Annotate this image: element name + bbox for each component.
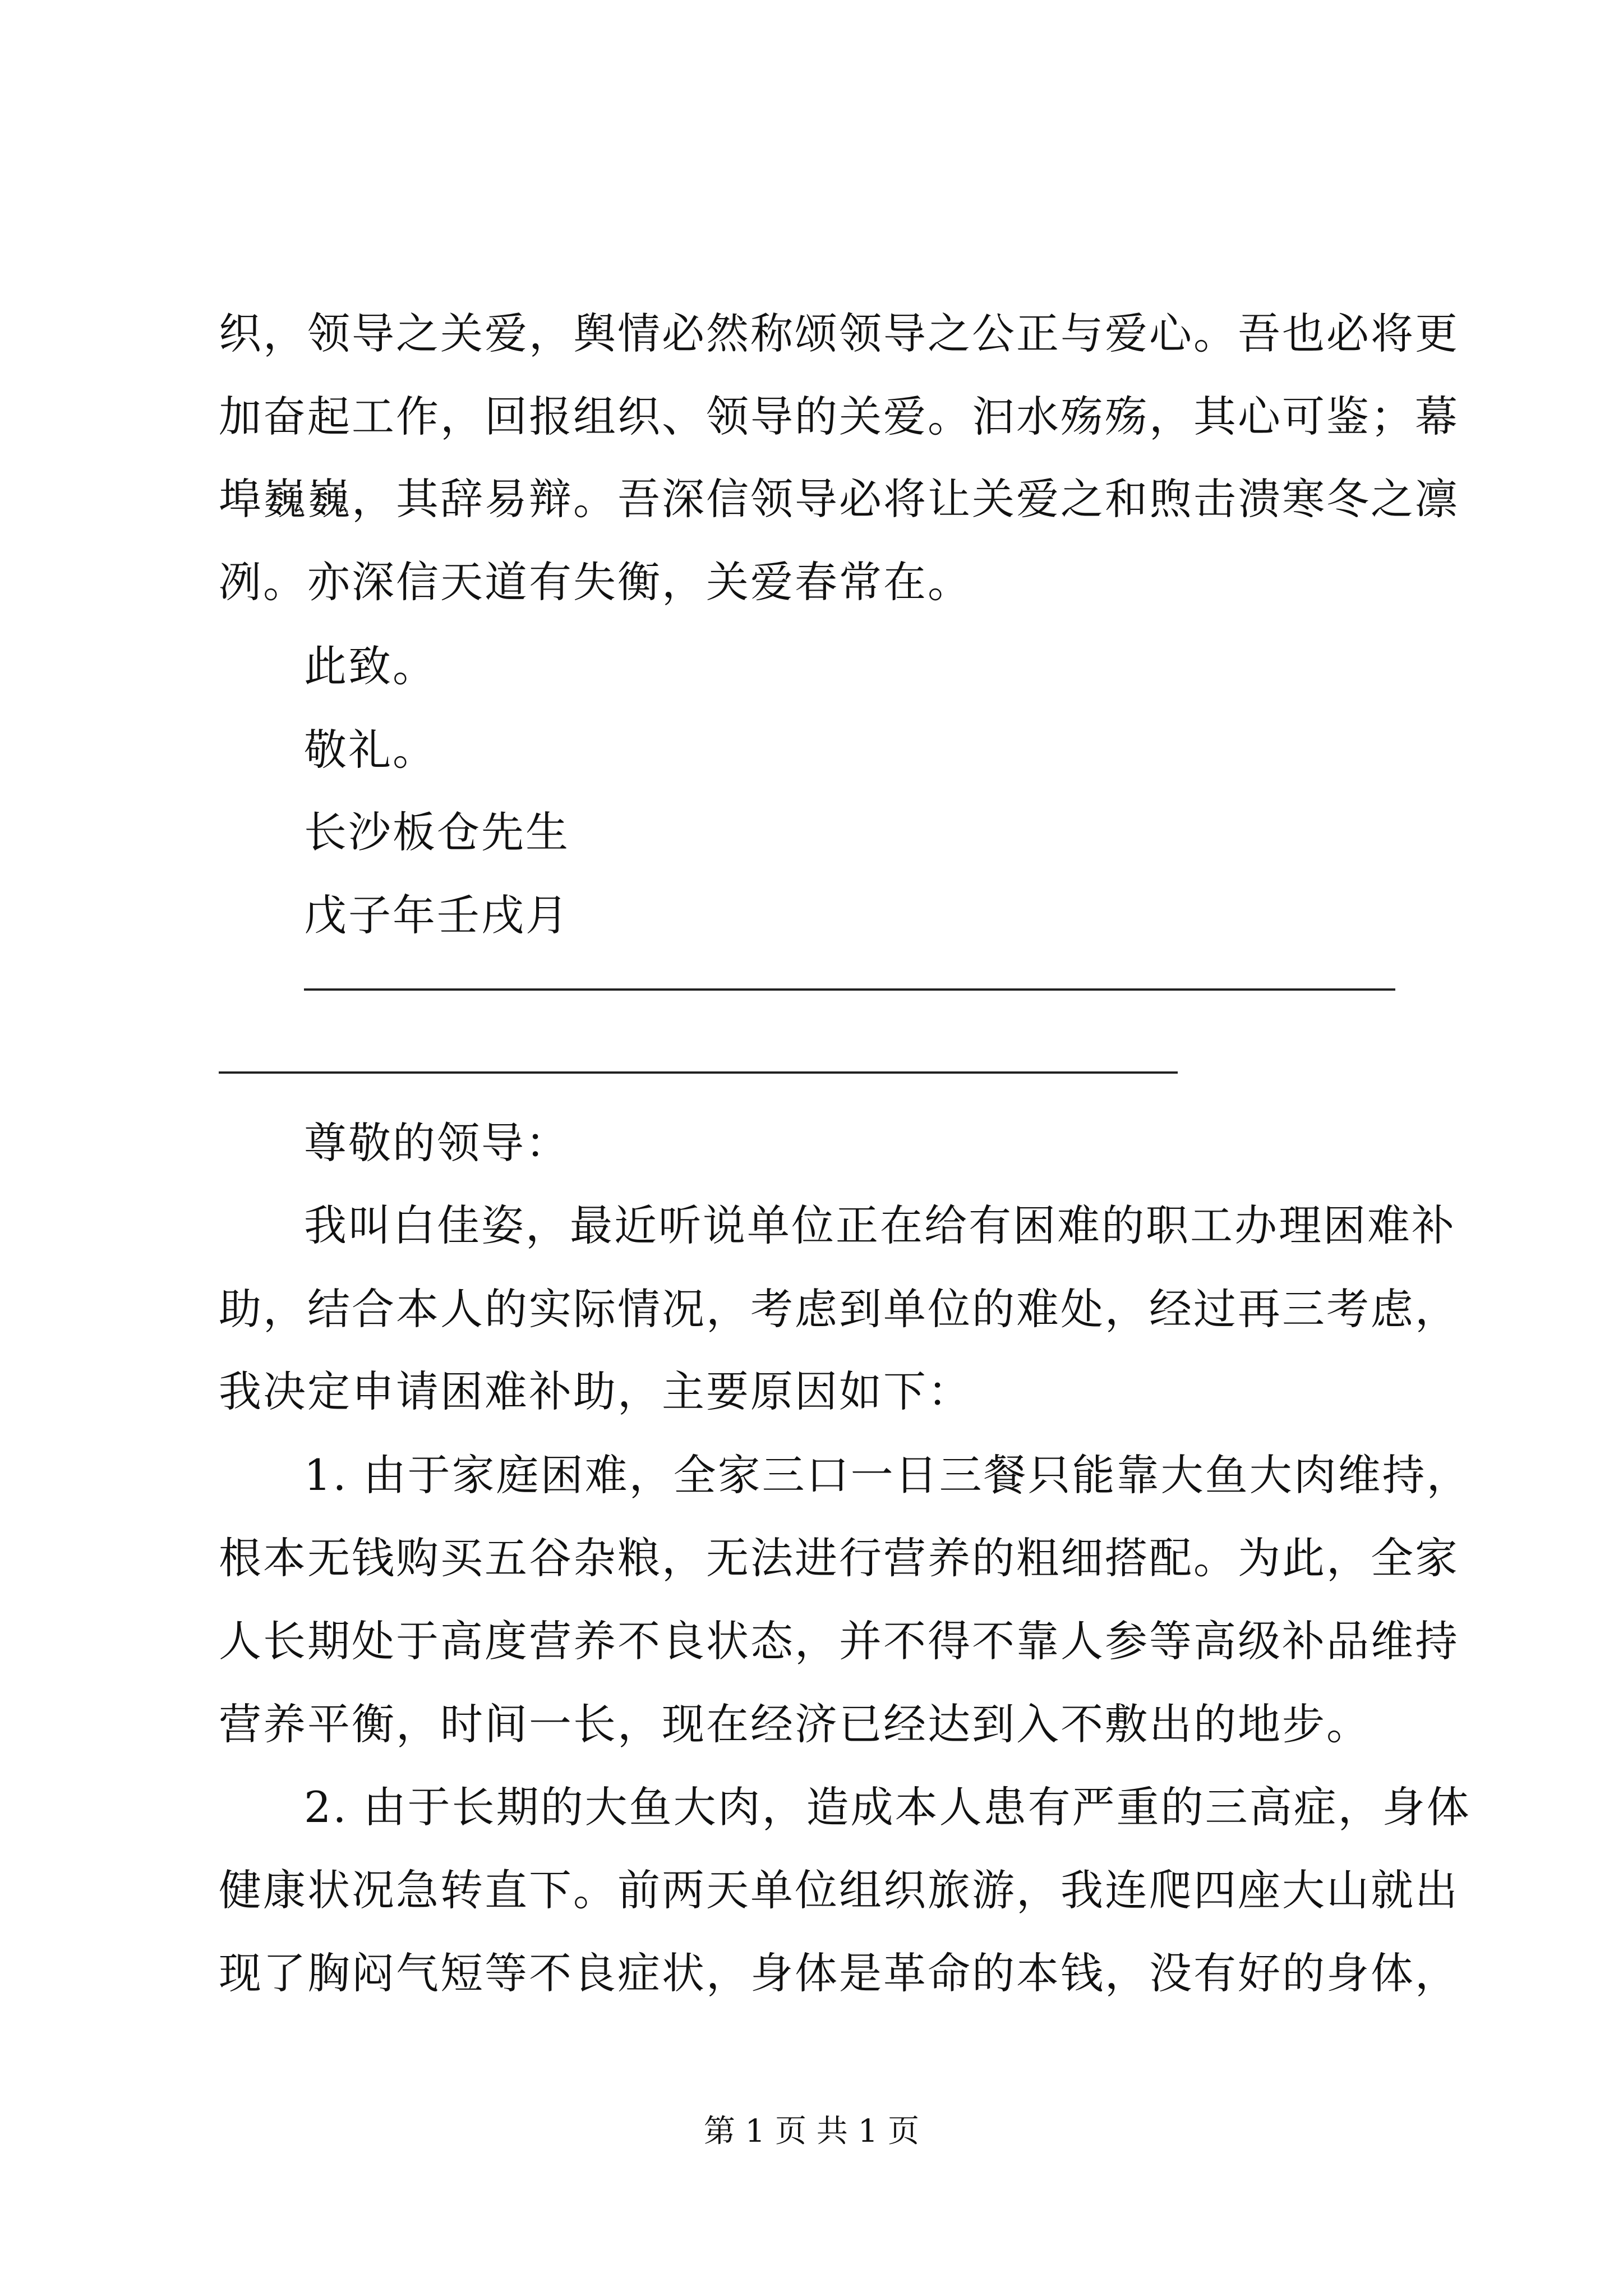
body-line-2: 加奋起工作，回报组织、领导的关爱。汩水殇殇，其心可鉴；幕 [219, 392, 1459, 441]
closing-zhici: 此致。 [304, 641, 437, 691]
para3-line-2: 健康状况急转直下。前两天单位组织旅游，我连爬四座大山就出 [219, 1865, 1459, 1915]
salutation: 尊敬的领导： [304, 1118, 570, 1168]
para3-line-3: 现了胸闷气短等不良症状，身体是革命的本钱，没有好的身体， [219, 1948, 1459, 1998]
para1-line-2: 助，结合本人的实际情况，考虑到单位的难处，经过再三考虑， [219, 1284, 1459, 1334]
closing-jingli: 敬礼。 [304, 725, 437, 775]
page-footer: 第 1 页 共 1 页 [703, 2113, 920, 2150]
body-line-1: 织，领导之关爱，舆情必然称颂领导之公正与爱心。吾也必将更 [219, 309, 1459, 358]
para2-line-3: 人长期处于高度营养不良状态，并不得不靠人参等高级补品维持 [219, 1616, 1459, 1666]
para3-line-1: 2. 由于长期的大鱼大肉，造成本人患有严重的三高症，身体 [304, 1782, 1471, 1832]
para2-line-1: 1. 由于家庭困难，全家三口一日三餐只能靠大鱼大肉维持， [304, 1450, 1471, 1500]
para1-line-3: 我决定申请困难补助，主要原因如下： [219, 1366, 972, 1416]
body-line-3: 埠巍巍，其辞易辩。吾深信领导必将让关爱之和煦击溃寒冬之凛 [219, 474, 1459, 524]
para1-line-1: 我叫白佳姿，最近听说单位正在给有困难的职工办理困难补 [304, 1200, 1456, 1250]
separator-rule-1 [304, 988, 1395, 991]
separator-rule-2 [219, 1071, 1178, 1074]
para2-line-2: 根本无钱购买五谷杂粮，无法进行营养的粗细搭配。为此，全家 [219, 1533, 1459, 1583]
signature: 长沙板仓先生 [304, 807, 570, 857]
para2-line-4: 营养平衡，时间一长，现在经济已经达到入不敷出的地步。 [219, 1699, 1371, 1749]
signature-date: 戊子年壬戌月 [304, 890, 570, 940]
body-line-4: 冽。亦深信天道有失衡，关爱春常在。 [219, 557, 972, 607]
